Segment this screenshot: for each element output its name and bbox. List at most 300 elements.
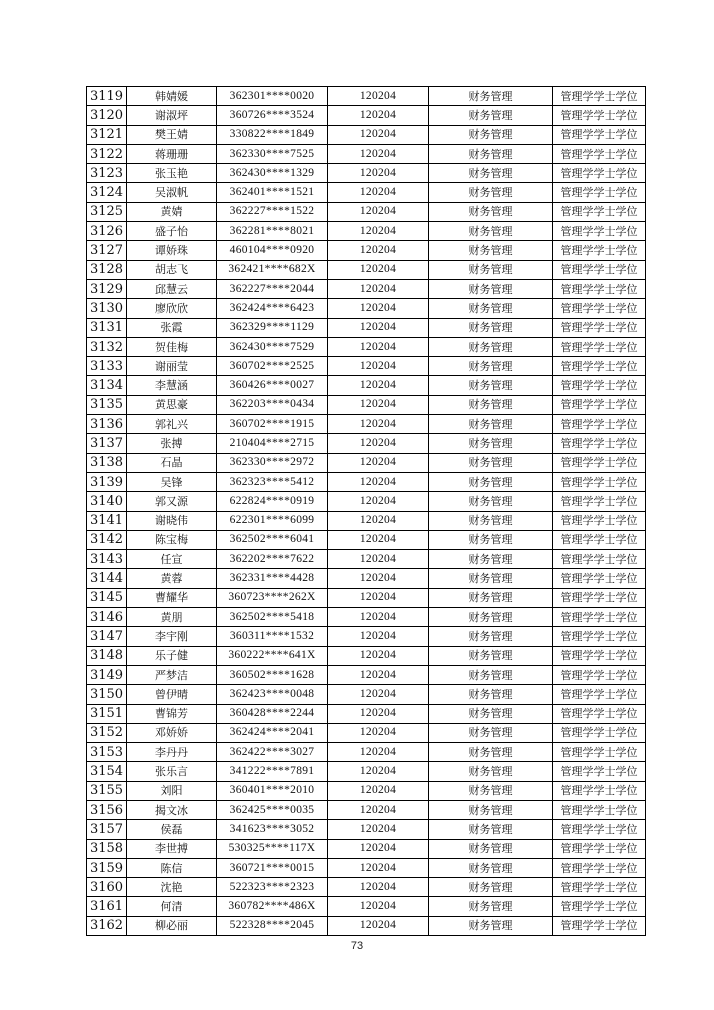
student-name-cell: 陈宝梅	[127, 530, 217, 549]
major-name-cell: 财务管理	[429, 299, 553, 318]
major-name-cell: 财务管理	[429, 241, 553, 260]
student-name-cell: 曾伊晴	[127, 685, 217, 704]
major-name-cell: 财务管理	[429, 202, 553, 221]
student-name-cell: 吴锋	[127, 472, 217, 491]
major-code-cell: 120204	[328, 183, 429, 202]
student-name-cell: 何清	[127, 897, 217, 916]
major-code-cell: 120204	[328, 550, 429, 569]
major-code-cell: 120204	[328, 511, 429, 530]
student-name-cell: 黄思豪	[127, 395, 217, 414]
table-row	[87, 337, 646, 356]
major-code-cell: 120204	[328, 762, 429, 781]
student-name-cell: 张搏	[127, 434, 217, 453]
student-name-cell: 李世搏	[127, 839, 217, 858]
student-name-cell: 任宣	[127, 550, 217, 569]
serial-number-cell: 3158	[87, 839, 127, 858]
major-code-cell: 120204	[328, 916, 429, 935]
major-code-cell: 120204	[328, 376, 429, 395]
student-name-cell: 郭又源	[127, 492, 217, 511]
serial-number-cell: 3131	[87, 318, 127, 337]
table-row	[87, 260, 646, 279]
major-name-cell: 财务管理	[429, 511, 553, 530]
degree-type-cell: 管理学学士学位	[553, 318, 646, 337]
major-name-cell: 财务管理	[429, 357, 553, 376]
degree-type-cell: 管理学学士学位	[553, 241, 646, 260]
major-name-cell: 财务管理	[429, 453, 553, 472]
table-row	[87, 472, 646, 491]
major-code-cell: 120204	[328, 144, 429, 163]
table-row	[87, 762, 646, 781]
id-number-cell: 362425****0035	[217, 800, 328, 819]
major-code-cell: 120204	[328, 800, 429, 819]
major-code-cell: 120204	[328, 357, 429, 376]
table-row	[87, 685, 646, 704]
serial-number-cell: 3140	[87, 492, 127, 511]
degree-type-cell: 管理学学士学位	[553, 357, 646, 376]
major-name-cell: 财务管理	[429, 260, 553, 279]
serial-number-cell: 3125	[87, 202, 127, 221]
id-number-cell: 362421****682X	[217, 260, 328, 279]
degree-type-cell: 管理学学士学位	[553, 665, 646, 684]
degree-type-cell: 管理学学士学位	[553, 723, 646, 742]
major-name-cell: 财务管理	[429, 415, 553, 434]
serial-number-cell: 3148	[87, 646, 127, 665]
student-name-cell: 樊王婧	[127, 125, 217, 144]
major-code-cell: 120204	[328, 434, 429, 453]
table-row	[87, 627, 646, 646]
serial-number-cell: 3155	[87, 781, 127, 800]
id-number-cell: 360782****486X	[217, 897, 328, 916]
degree-type-cell: 管理学学士学位	[553, 878, 646, 897]
table-row	[87, 299, 646, 318]
serial-number-cell: 3123	[87, 164, 127, 183]
table-row	[87, 916, 646, 935]
table-row	[87, 858, 646, 877]
id-number-cell: 362203****0434	[217, 395, 328, 414]
major-code-cell: 120204	[328, 743, 429, 762]
major-name-cell: 财务管理	[429, 781, 553, 800]
id-number-cell: 362202****7622	[217, 550, 328, 569]
major-name-cell: 财务管理	[429, 222, 553, 241]
degree-type-cell: 管理学学士学位	[553, 530, 646, 549]
id-number-cell: 362423****0048	[217, 685, 328, 704]
id-number-cell: 360428****2244	[217, 704, 328, 723]
id-number-cell: 360702****2525	[217, 357, 328, 376]
major-name-cell: 财务管理	[429, 858, 553, 877]
table-row	[87, 144, 646, 163]
page-number: 73	[350, 940, 364, 952]
table-row	[87, 279, 646, 298]
serial-number-cell: 3162	[87, 916, 127, 935]
degree-type-cell: 管理学学士学位	[553, 839, 646, 858]
serial-number-cell: 3135	[87, 395, 127, 414]
major-name-cell: 财务管理	[429, 530, 553, 549]
student-name-cell: 曹耀华	[127, 588, 217, 607]
table-row	[87, 800, 646, 819]
student-name-cell: 黄婧	[127, 202, 217, 221]
major-code-cell: 120204	[328, 415, 429, 434]
table-row	[87, 376, 646, 395]
major-code-cell: 120204	[328, 453, 429, 472]
student-name-cell: 胡志飞	[127, 260, 217, 279]
id-number-cell: 360726****3524	[217, 106, 328, 125]
student-name-cell: 韩婧媛	[127, 87, 217, 106]
table-row	[87, 646, 646, 665]
major-code-cell: 120204	[328, 627, 429, 646]
major-name-cell: 财务管理	[429, 472, 553, 491]
major-name-cell: 财务管理	[429, 434, 553, 453]
degree-type-cell: 管理学学士学位	[553, 453, 646, 472]
table-row	[87, 511, 646, 530]
id-number-cell: 362422****3027	[217, 743, 328, 762]
degree-type-cell: 管理学学士学位	[553, 511, 646, 530]
degree-type-cell: 管理学学士学位	[553, 627, 646, 646]
degree-type-cell: 管理学学士学位	[553, 569, 646, 588]
degree-type-cell: 管理学学士学位	[553, 646, 646, 665]
serial-number-cell: 3127	[87, 241, 127, 260]
table-row	[87, 839, 646, 858]
id-number-cell: 362502****5418	[217, 608, 328, 627]
major-name-cell: 财务管理	[429, 569, 553, 588]
serial-number-cell: 3132	[87, 337, 127, 356]
degree-type-cell: 管理学学士学位	[553, 897, 646, 916]
table-row	[87, 453, 646, 472]
id-number-cell: 341623****3052	[217, 820, 328, 839]
major-name-cell: 财务管理	[429, 897, 553, 916]
student-name-cell: 贺佳梅	[127, 337, 217, 356]
major-code-cell: 120204	[328, 87, 429, 106]
student-name-cell: 邱慧云	[127, 279, 217, 298]
degree-type-cell: 管理学学士学位	[553, 144, 646, 163]
table-row	[87, 87, 646, 106]
serial-number-cell: 3121	[87, 125, 127, 144]
major-name-cell: 财务管理	[429, 125, 553, 144]
serial-number-cell: 3145	[87, 588, 127, 607]
student-name-cell: 谢晓伟	[127, 511, 217, 530]
student-name-cell: 李丹丹	[127, 743, 217, 762]
serial-number-cell: 3134	[87, 376, 127, 395]
major-code-cell: 120204	[328, 472, 429, 491]
major-name-cell: 财务管理	[429, 492, 553, 511]
serial-number-cell: 3120	[87, 106, 127, 125]
degree-type-cell: 管理学学士学位	[553, 183, 646, 202]
student-name-cell: 盛子怡	[127, 222, 217, 241]
table-row	[87, 164, 646, 183]
id-number-cell: 362330****2972	[217, 453, 328, 472]
serial-number-cell: 3147	[87, 627, 127, 646]
major-name-cell: 财务管理	[429, 665, 553, 684]
table-row	[87, 743, 646, 762]
id-number-cell: 622824****0919	[217, 492, 328, 511]
student-name-cell: 陈信	[127, 858, 217, 877]
id-number-cell: 360702****1915	[217, 415, 328, 434]
major-name-cell: 财务管理	[429, 550, 553, 569]
serial-number-cell: 3154	[87, 762, 127, 781]
major-code-cell: 120204	[328, 781, 429, 800]
id-number-cell: 362430****7529	[217, 337, 328, 356]
major-code-cell: 120204	[328, 299, 429, 318]
major-name-cell: 财务管理	[429, 839, 553, 858]
table-row	[87, 492, 646, 511]
student-name-cell: 乐子健	[127, 646, 217, 665]
degree-type-cell: 管理学学士学位	[553, 762, 646, 781]
major-code-cell: 120204	[328, 202, 429, 221]
student-name-cell: 邓娇娇	[127, 723, 217, 742]
major-code-cell: 120204	[328, 260, 429, 279]
degree-type-cell: 管理学学士学位	[553, 820, 646, 839]
major-code-cell: 120204	[328, 588, 429, 607]
serial-number-cell: 3136	[87, 415, 127, 434]
major-name-cell: 财务管理	[429, 762, 553, 781]
serial-number-cell: 3143	[87, 550, 127, 569]
serial-number-cell: 3157	[87, 820, 127, 839]
student-name-cell: 谭娇珠	[127, 241, 217, 260]
table-row	[87, 357, 646, 376]
degree-type-cell: 管理学学士学位	[553, 800, 646, 819]
degree-type-cell: 管理学学士学位	[553, 337, 646, 356]
major-code-cell: 120204	[328, 646, 429, 665]
major-name-cell: 财务管理	[429, 646, 553, 665]
major-code-cell: 120204	[328, 723, 429, 742]
major-code-cell: 120204	[328, 530, 429, 549]
table-row	[87, 723, 646, 742]
id-number-cell: 360311****1532	[217, 627, 328, 646]
major-name-cell: 财务管理	[429, 318, 553, 337]
major-code-cell: 120204	[328, 858, 429, 877]
table-row	[87, 665, 646, 684]
table-row	[87, 704, 646, 723]
serial-number-cell: 3161	[87, 897, 127, 916]
major-name-cell: 财务管理	[429, 87, 553, 106]
serial-number-cell: 3130	[87, 299, 127, 318]
id-number-cell: 362301****0020	[217, 87, 328, 106]
serial-number-cell: 3119	[87, 87, 127, 106]
degree-type-cell: 管理学学士学位	[553, 472, 646, 491]
serial-number-cell: 3146	[87, 608, 127, 627]
id-number-cell: 362323****5412	[217, 472, 328, 491]
major-name-cell: 财务管理	[429, 376, 553, 395]
major-name-cell: 财务管理	[429, 685, 553, 704]
major-code-cell: 120204	[328, 241, 429, 260]
table-row	[87, 434, 646, 453]
major-code-cell: 120204	[328, 820, 429, 839]
student-name-cell: 柳必丽	[127, 916, 217, 935]
id-number-cell: 362330****7525	[217, 144, 328, 163]
id-number-cell: 522328****2045	[217, 916, 328, 935]
major-code-cell: 120204	[328, 337, 429, 356]
table-row	[87, 241, 646, 260]
serial-number-cell: 3144	[87, 569, 127, 588]
student-name-cell: 郭礼兴	[127, 415, 217, 434]
student-name-cell: 廖欣欣	[127, 299, 217, 318]
degree-type-cell: 管理学学士学位	[553, 550, 646, 569]
major-code-cell: 120204	[328, 897, 429, 916]
degree-roster-table	[86, 86, 646, 936]
degree-type-cell: 管理学学士学位	[553, 916, 646, 935]
student-name-cell: 揭文冰	[127, 800, 217, 819]
serial-number-cell: 3156	[87, 800, 127, 819]
id-number-cell: 330822****1849	[217, 125, 328, 144]
major-code-cell: 120204	[328, 665, 429, 684]
major-code-cell: 120204	[328, 395, 429, 414]
major-name-cell: 财务管理	[429, 878, 553, 897]
id-number-cell: 362424****2041	[217, 723, 328, 742]
table-row	[87, 878, 646, 897]
degree-type-cell: 管理学学士学位	[553, 87, 646, 106]
degree-type-cell: 管理学学士学位	[553, 492, 646, 511]
id-number-cell: 360721****0015	[217, 858, 328, 877]
major-code-cell: 120204	[328, 164, 429, 183]
major-code-cell: 120204	[328, 125, 429, 144]
id-number-cell: 360723****262X	[217, 588, 328, 607]
degree-type-cell: 管理学学士学位	[553, 106, 646, 125]
table-row	[87, 202, 646, 221]
student-name-cell: 黄朋	[127, 608, 217, 627]
roster-body	[87, 87, 646, 936]
table-row	[87, 530, 646, 549]
student-name-cell: 刘阳	[127, 781, 217, 800]
major-name-cell: 财务管理	[429, 164, 553, 183]
serial-number-cell: 3153	[87, 743, 127, 762]
major-name-cell: 财务管理	[429, 337, 553, 356]
major-code-cell: 120204	[328, 569, 429, 588]
degree-type-cell: 管理学学士学位	[553, 125, 646, 144]
table-row	[87, 222, 646, 241]
major-name-cell: 财务管理	[429, 800, 553, 819]
table-row	[87, 820, 646, 839]
major-code-cell: 120204	[328, 222, 429, 241]
degree-type-cell: 管理学学士学位	[553, 395, 646, 414]
major-name-cell: 财务管理	[429, 743, 553, 762]
student-name-cell: 张霞	[127, 318, 217, 337]
student-name-cell: 张乐言	[127, 762, 217, 781]
degree-type-cell: 管理学学士学位	[553, 685, 646, 704]
id-number-cell: 341222****7891	[217, 762, 328, 781]
student-name-cell: 谢丽莹	[127, 357, 217, 376]
id-number-cell: 362329****1129	[217, 318, 328, 337]
serial-number-cell: 3128	[87, 260, 127, 279]
id-number-cell: 622301****6099	[217, 511, 328, 530]
degree-type-cell: 管理学学士学位	[553, 260, 646, 279]
major-name-cell: 财务管理	[429, 395, 553, 414]
id-number-cell: 362227****1522	[217, 202, 328, 221]
student-name-cell: 石晶	[127, 453, 217, 472]
table-row	[87, 183, 646, 202]
major-name-cell: 财务管理	[429, 916, 553, 935]
degree-type-cell: 管理学学士学位	[553, 588, 646, 607]
table-row	[87, 588, 646, 607]
id-number-cell: 362430****1329	[217, 164, 328, 183]
major-name-cell: 财务管理	[429, 144, 553, 163]
serial-number-cell: 3142	[87, 530, 127, 549]
student-name-cell: 严梦洁	[127, 665, 217, 684]
id-number-cell: 362227****2044	[217, 279, 328, 298]
id-number-cell: 362502****6041	[217, 530, 328, 549]
major-name-cell: 财务管理	[429, 588, 553, 607]
student-name-cell: 蒋珊珊	[127, 144, 217, 163]
degree-type-cell: 管理学学士学位	[553, 743, 646, 762]
serial-number-cell: 3141	[87, 511, 127, 530]
major-code-cell: 120204	[328, 318, 429, 337]
serial-number-cell: 3138	[87, 453, 127, 472]
id-number-cell: 360401****2010	[217, 781, 328, 800]
major-name-cell: 财务管理	[429, 704, 553, 723]
serial-number-cell: 3160	[87, 878, 127, 897]
table-row	[87, 415, 646, 434]
table-row	[87, 125, 646, 144]
table-row	[87, 897, 646, 916]
major-code-cell: 120204	[328, 106, 429, 125]
serial-number-cell: 3129	[87, 279, 127, 298]
student-name-cell: 李慧涵	[127, 376, 217, 395]
degree-type-cell: 管理学学士学位	[553, 376, 646, 395]
table-row	[87, 608, 646, 627]
major-name-cell: 财务管理	[429, 820, 553, 839]
student-name-cell: 张玉艳	[127, 164, 217, 183]
table-row	[87, 569, 646, 588]
serial-number-cell: 3137	[87, 434, 127, 453]
serial-number-cell: 3151	[87, 704, 127, 723]
student-name-cell: 吴淑帆	[127, 183, 217, 202]
id-number-cell: 362331****4428	[217, 569, 328, 588]
table-row	[87, 781, 646, 800]
major-name-cell: 财务管理	[429, 608, 553, 627]
serial-number-cell: 3149	[87, 665, 127, 684]
id-number-cell: 530325****117X	[217, 839, 328, 858]
serial-number-cell: 3124	[87, 183, 127, 202]
student-name-cell: 李宇刚	[127, 627, 217, 646]
major-name-cell: 财务管理	[429, 627, 553, 646]
id-number-cell: 210404****2715	[217, 434, 328, 453]
student-name-cell: 曹锦芳	[127, 704, 217, 723]
degree-type-cell: 管理学学士学位	[553, 222, 646, 241]
degree-type-cell: 管理学学士学位	[553, 202, 646, 221]
student-name-cell: 侯磊	[127, 820, 217, 839]
table-row	[87, 550, 646, 569]
id-number-cell: 360426****0027	[217, 376, 328, 395]
table-row	[87, 395, 646, 414]
major-code-cell: 120204	[328, 279, 429, 298]
serial-number-cell: 3159	[87, 858, 127, 877]
degree-type-cell: 管理学学士学位	[553, 279, 646, 298]
table-row	[87, 318, 646, 337]
serial-number-cell: 3139	[87, 472, 127, 491]
degree-type-cell: 管理学学士学位	[553, 704, 646, 723]
major-code-cell: 120204	[328, 685, 429, 704]
degree-type-cell: 管理学学士学位	[553, 434, 646, 453]
degree-type-cell: 管理学学士学位	[553, 415, 646, 434]
major-code-cell: 120204	[328, 608, 429, 627]
id-number-cell: 362424****6423	[217, 299, 328, 318]
major-name-cell: 财务管理	[429, 183, 553, 202]
degree-type-cell: 管理学学士学位	[553, 781, 646, 800]
id-number-cell: 360222****641X	[217, 646, 328, 665]
student-name-cell: 黄蓉	[127, 569, 217, 588]
id-number-cell: 460104****0920	[217, 241, 328, 260]
major-name-cell: 财务管理	[429, 279, 553, 298]
student-name-cell: 沈艳	[127, 878, 217, 897]
id-number-cell: 362401****1521	[217, 183, 328, 202]
id-number-cell: 362281****8021	[217, 222, 328, 241]
serial-number-cell: 3133	[87, 357, 127, 376]
serial-number-cell: 3122	[87, 144, 127, 163]
degree-type-cell: 管理学学士学位	[553, 608, 646, 627]
id-number-cell: 522323****2323	[217, 878, 328, 897]
major-code-cell: 120204	[328, 878, 429, 897]
id-number-cell: 360502****1628	[217, 665, 328, 684]
major-code-cell: 120204	[328, 704, 429, 723]
degree-type-cell: 管理学学士学位	[553, 164, 646, 183]
